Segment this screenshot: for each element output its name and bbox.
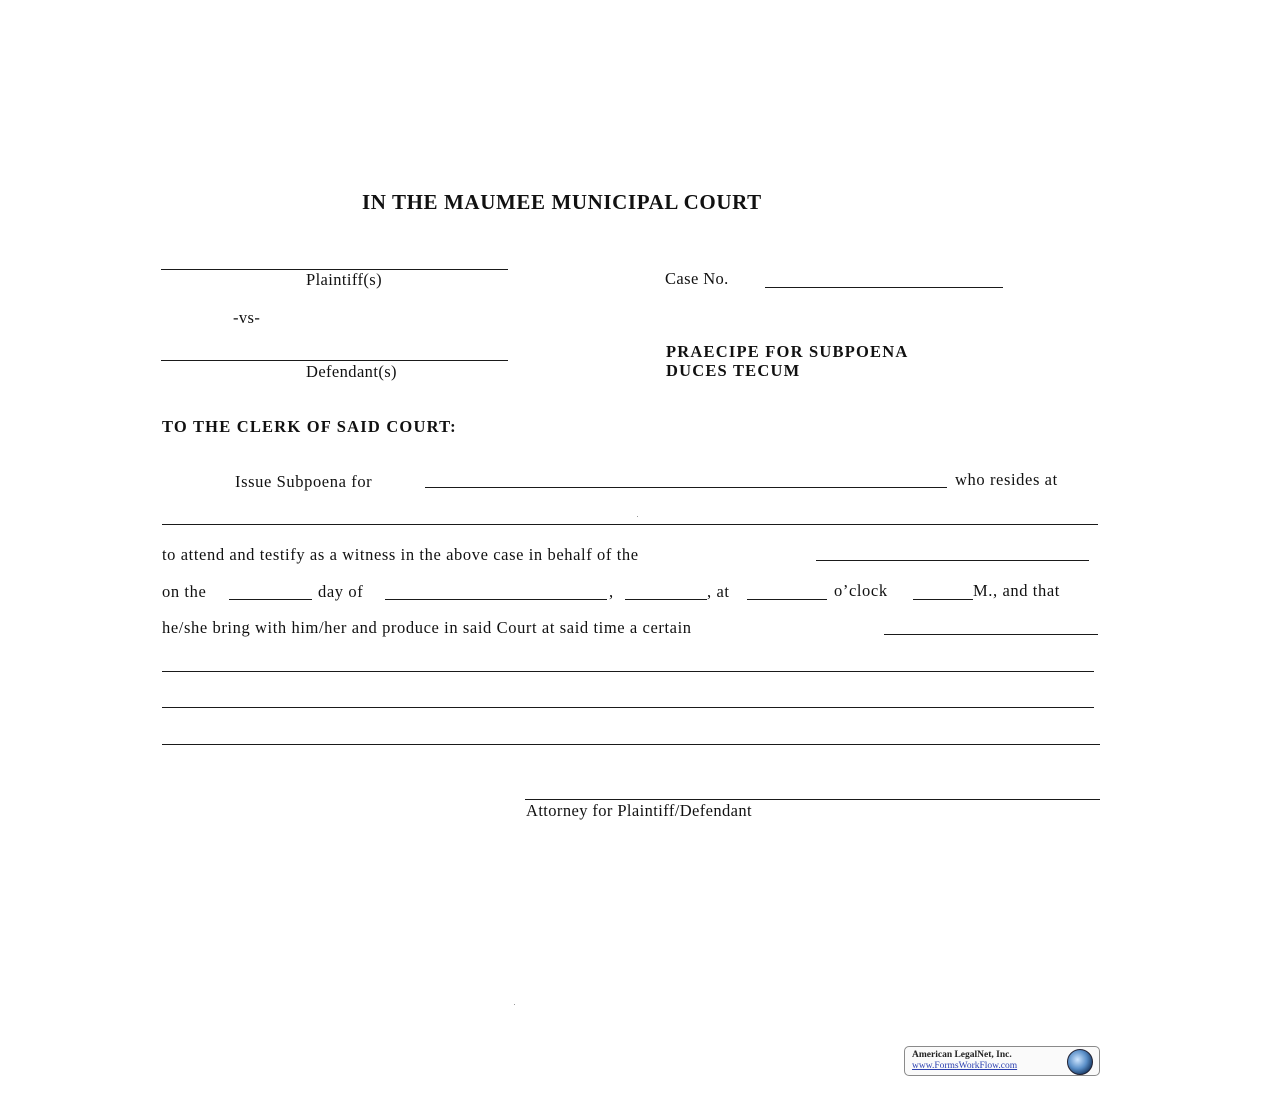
defendant-name-line[interactable]: [161, 360, 508, 361]
court-title: IN THE MAUMEE MUNICIPAL COURT: [362, 190, 762, 214]
time-field[interactable]: [747, 599, 827, 600]
issue-subpoena-prefix: Issue Subpoena for: [235, 472, 373, 491]
plaintiff-label: Plaintiff(s): [306, 270, 382, 289]
attorney-signature-label: Attorney for Plaintiff/Defendant: [526, 801, 753, 820]
american-legalnet-logo[interactable]: [904, 1046, 1100, 1076]
oclock-label: o’clock: [834, 581, 888, 600]
comma-label: ,: [609, 582, 614, 601]
witness-address-field[interactable]: [162, 524, 1098, 525]
item-description-field-1[interactable]: [884, 634, 1098, 635]
form-title-line1: PRAECIPE FOR SUBPOENA: [666, 342, 909, 361]
case-no-label: Case No.: [665, 269, 729, 288]
versus-label: -vs-: [233, 308, 261, 327]
m-and-that-label: M., and that: [973, 581, 1060, 600]
year-field[interactable]: [625, 599, 707, 600]
attend-text: to attend and testify as a witness in the above case in behalf of the: [162, 545, 639, 564]
defendant-label: Defendant(s): [306, 362, 397, 381]
globe-icon: [1067, 1049, 1093, 1075]
witness-name-field[interactable]: [425, 487, 947, 488]
attorney-signature-field[interactable]: [525, 799, 1100, 800]
on-the-label: on the: [162, 582, 207, 601]
salutation: TO THE CLERK OF SAID COURT:: [162, 417, 457, 436]
month-field[interactable]: [385, 599, 607, 600]
scan-speck: [637, 516, 638, 517]
form-title-line2: DUCES TECUM: [666, 361, 801, 380]
logo-website-link[interactable]: www.FormsWorkFlow.com: [912, 1061, 1018, 1071]
bring-text: he/she bring with him/her and produce in said Court at said time a certain: [162, 618, 692, 637]
item-description-field-3[interactable]: [162, 707, 1094, 708]
case-no-field[interactable]: [765, 287, 1003, 288]
day-of-label: day of: [318, 582, 364, 601]
scan-speck: [514, 1004, 515, 1005]
logo-company-name: American LegalNet, Inc.: [912, 1050, 1012, 1060]
am-pm-field[interactable]: [913, 599, 973, 600]
day-field[interactable]: [229, 599, 312, 600]
item-description-field-2[interactable]: [162, 671, 1094, 672]
who-resides-at-label: who resides at: [955, 470, 1058, 489]
at-label: , at: [707, 582, 730, 601]
item-description-field-4[interactable]: [162, 744, 1100, 745]
party-behalf-field[interactable]: [816, 560, 1089, 561]
